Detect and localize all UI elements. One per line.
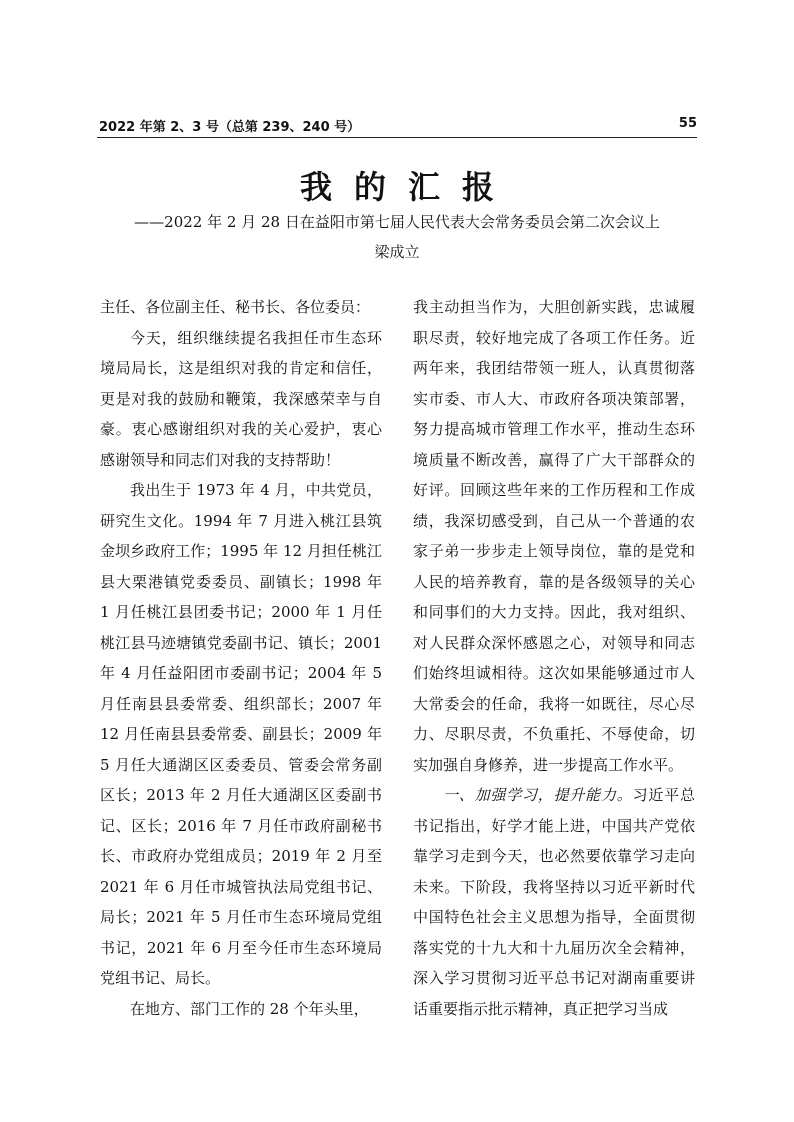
issue-label: 2022 年第 2、3 号（总第 239、240 号） <box>99 120 361 135</box>
header-rule <box>97 137 697 138</box>
article-title: 我的汇报 <box>299 168 516 206</box>
section-text: 习近平总书记指出，好学才能上进，中国共产党依靠学习走到今天，也必然要依靠学习走向未来。下阶段，我将坚持以习近平新时代中国特色社会主义思想为指导，全面贯彻落实党的十九大和十九届历次全会精神，深入学习贯彻习近平总书记对湖南重要讲话重要指示批示精神，真正把学习当成 <box>413 786 695 1018</box>
article-author: 梁成立 <box>374 243 420 261</box>
paragraph: 我主动担当作为，大胆创新实践，忠诚履职尽责，较好地完成了各项工作任务。近两年来，我团结带领一班人，认真贯彻落实市委、市人大、市政府各项决策部署，努力提高城市管理工作水平，推动生态环境质量不断改善，赢得了广大干部群众的好评。回顾这些年来的工作历程和工作成绩，我深切感受到，自己从一个普通的农家子弟一步步走上领导岗位，靠的是党和人民的培养教育，靠的是各级领导的关心和同事们的大力支持。因此，我对组织、对人民群众深怀感恩之心，对领导和同志们始终坦诚相待。这次如果能够通过市人大常委会的任命，我将一如既往，尽心尽力、尽职尽责，不负重托、不辱使命，切实加强自身修养，进一步提高工作水平。 <box>413 298 695 774</box>
running-header <box>99 116 697 138</box>
article-subtitle: ——2022 年 2 月 28 日在益阳市第七届人民代表大会常务委员会第二次会议上 <box>134 213 660 231</box>
paragraph: 今天，组织继续提名我担任市生态环境局局长，这是组织对我的肯定和信任，更是对我的鼓励和鞭策，我深感荣幸与自豪。衷心感谢组织对我的关心爱护，衷心感谢领导和同志们对我的支持帮助！ <box>100 328 382 469</box>
right-column <box>413 292 695 1024</box>
paragraph: 我出生于 1973 年 4 月，中共党员，研究生文化。1994 年 7 月进入桃江县筑金坝乡政府工作；1995 年 12 月担任桃江县大栗港镇党委委员、副镇长；1998 年 1 月任桃江县团委书记；2000 年 1 月任桃江县马迹塘镇党委副书记、镇长；2001 年 4 月任益阳团市委副书记；2004 年 5 月任南县县委常委、组织部长；2007 年 12 月任南县县委常委、副县长；2009 年 5 月任大通湖区区委委员、管委会常务副区长；2013 年 2 月任大通湖区区委副书记、区长；2016 年 7 月任市政府副秘书长、市政府办党组成员；2019 年 2 月至 2021 年 6 月任市城管执法局党组书记、局长；2021 年 5 月任市生态环境局党组书记，2021 年 6 月至今任市生态环境局党组书记、局长。 <box>100 481 382 987</box>
page-number: 55 <box>678 116 697 131</box>
section-paragraph <box>413 780 695 1024</box>
paragraph: 在地方、部门工作的 28 个年头里， <box>130 999 369 1018</box>
left-column <box>100 292 382 1024</box>
section-heading: 一、加强学习，提升能力。 <box>443 786 633 804</box>
salutation: 主任、各位副主任、秘书长、各位委员： <box>100 298 371 316</box>
